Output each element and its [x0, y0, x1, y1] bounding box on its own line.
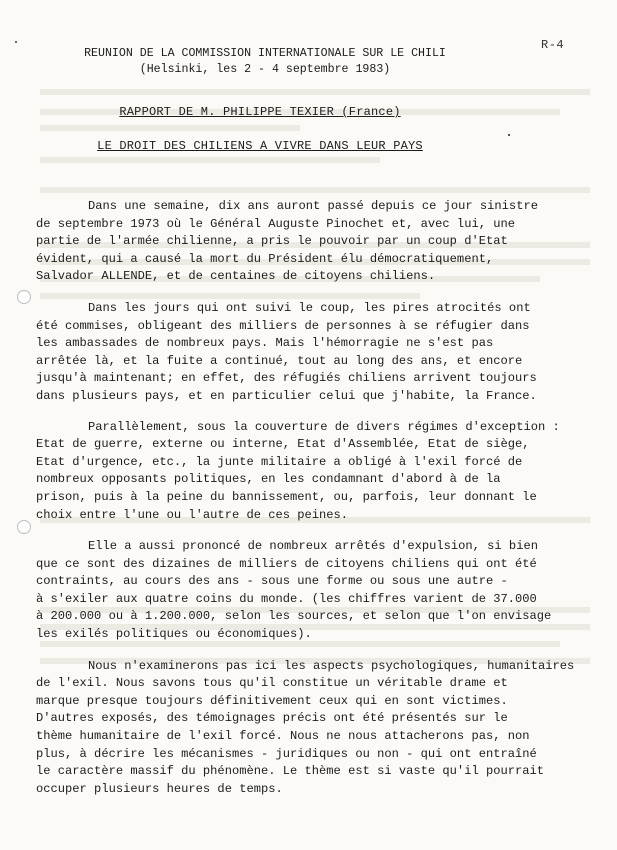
- paragraph-3: Parallèlement, sous la couverture de divers régimes d'exception : Etat de guerre, externe ou interne, Etat d'Assemblée, Etat de siège, Etat d'urgence, etc., la junte militaire a obligé à l'exil forcé de nombreux opposants politiques, en les condamnant d'abord à de la prison, puis à la peine du bannissement, ou, parfois, leur donnant le choix entre l'une ou l'autre de ces peines.: [36, 419, 560, 522]
- document-reference: R-4: [541, 38, 565, 52]
- report-subtitle: LE DROIT DES CHILIENS A VIVRE DANS LEUR PAYS: [97, 139, 423, 153]
- paragraph-1: Dans une semaine, dix ans auront passé depuis ce jour sinistre de septembre 1973 où le Général Auguste Pinochet et, avec lui, une partie de l'armée chilienne, a pris le pouvoir par un coup d'Etat évident, qui a causé la mort du Président élu démocratiquement, Salvador ALLENDE, et de centaines de citoyens chiliens.: [36, 199, 538, 284]
- paragraph-2: Dans les jours qui ont suivi le coup, les pires atrocités ont été commises, obligeant des milliers de personnes à se réfugier dans les ambassades de nombreux pays. Mais l'hémorragie ne s'est pas arrêtée là, et la fuite a continué, tout au long des ans, et encore jusqu'à maintenant; en effet, des réfugiés chiliens arrivent toujours dans plusieurs pays, et en particulier celui que j'habite, la France.: [36, 300, 537, 403]
- report-body: [36, 198, 596, 812]
- meeting-header: [30, 46, 500, 78]
- stray-mark: [15, 41, 17, 43]
- meeting-place-date: (Helsinki, les 2 - 4 septembre 1983): [139, 63, 391, 76]
- paragraph-4: Elle a aussi prononcé de nombreux arrêtés d'expulsion, si bien que ce sont des dizaines de milliers de citoyens chiliens qui ont été contraints, au cours des ans - sous une forme ou sous une autre - à s'exiler aux quatre coins du monde. (les chiffres varient de 37.000 à 200.000 ou à 1.200.000, selon les sources, et selon que l'on envisage les exilés politiques ou économiques).: [36, 539, 552, 642]
- paragraph-5: Nous n'examinerons pas ici les aspects psychologiques, humanitaires de l'exil. Nous savons tous qu'il constitue un véritable drame et marque presque toujours définitivement ceux qui en sont victimes. D'autres exposés, des témoignages précis ont été présentés sur le thème humanitaire de l'exil forcé. Nous ne nous attacherons pas, non plus, à décrire les mécanismes - juridiques ou non - qui ont entraîné le caractère massif du phénomène. Le thème est si vaste qu'il pourrait occuper plusieurs heures de temps.: [36, 658, 575, 796]
- punch-hole: [17, 290, 31, 304]
- report-title: RAPPORT DE M. PHILIPPE TEXIER (France): [119, 105, 401, 119]
- punch-hole: [17, 520, 31, 534]
- meeting-title: REUNION DE LA COMMISSION INTERNATIONALE SUR LE CHILI: [84, 47, 446, 60]
- stray-mark: [508, 134, 510, 136]
